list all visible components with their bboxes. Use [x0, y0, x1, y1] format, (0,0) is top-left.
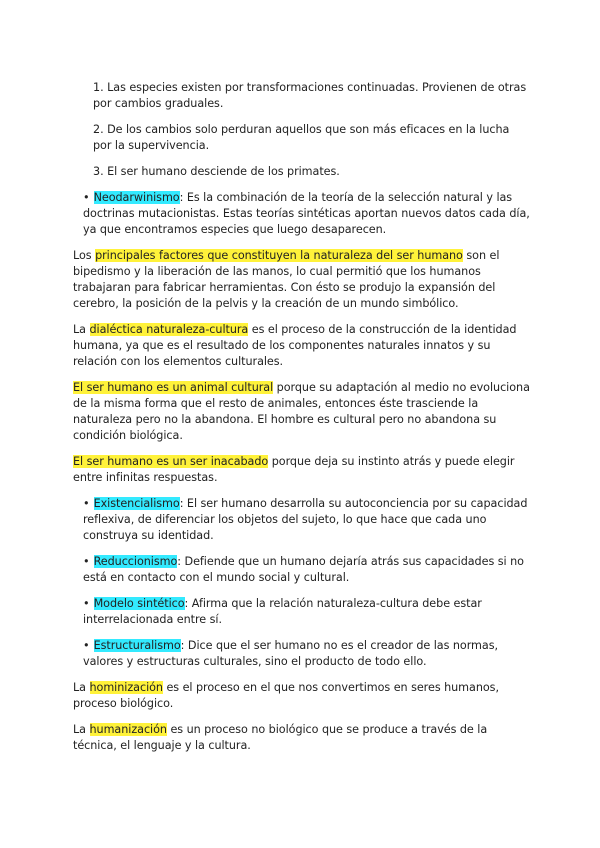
bullet-item-estructuralismo	[73, 638, 530, 670]
highlighted-term: Estructuralismo	[93, 639, 181, 652]
paragraph-text: : Afirma que la relación naturaleza-cultura debe estar interrelacionada entre sí.	[83, 597, 482, 626]
bullet-item-reduccionismo	[73, 554, 530, 586]
numbered-item-3	[73, 164, 530, 180]
paragraph-ser-inacabado	[73, 454, 530, 486]
paragraph-animal-cultural	[73, 380, 530, 444]
bullet-item-neodarwinismo	[73, 190, 530, 238]
paragraph-text: porque deja su instinto atrás y puede elegir entre infinitas respuestas.	[73, 455, 515, 484]
bullet-marker: •	[83, 597, 90, 610]
highlighted-term: dialéctica naturaleza-cultura	[89, 323, 249, 336]
paragraph-text: : El ser humano desarrolla su autoconciencia por su capacidad reflexiva, de diferenciar los objetos del sujeto, lo que hace que cada uno construya su identidad.	[83, 497, 528, 542]
bullet-item-modelo-sintetico	[73, 596, 530, 628]
bullet-marker: •	[83, 191, 90, 204]
paragraph-text: es un proceso no biológico que se produce a través de la técnica, el lenguaje y la cultura.	[73, 723, 488, 752]
numbered-item-1	[73, 80, 530, 112]
highlighted-term: principales factores que constituyen la naturaleza del ser humano	[95, 249, 463, 262]
numbered-item-2	[73, 122, 530, 154]
paragraph-text: 1. Las especies existen por transformaciones continuadas. Provienen de otras por cambios graduales.	[93, 81, 527, 110]
bullet-marker: •	[83, 555, 90, 568]
paragraph-text: : Defiende que un humano dejaría atrás sus capacidades si no está en contacto con el mundo social y cultural.	[83, 555, 524, 584]
highlighted-term: El ser humano es un animal cultural	[73, 381, 274, 394]
paragraph-humanizacion	[73, 722, 530, 754]
highlighted-term: hominización	[89, 681, 163, 694]
paragraph-text: porque su adaptación al medio no evoluciona de la misma forma que el resto de animales, entonces éste trasciende la naturaleza pero no la abandona. El hombre es cultural pero no abandona su condición biológica.	[73, 381, 530, 442]
paragraph-principales-factores	[73, 248, 530, 312]
bullet-marker: •	[83, 497, 90, 510]
paragraph-text: La	[73, 681, 90, 694]
paragraph-text: La	[73, 323, 90, 336]
bullet-item-existencialismo	[73, 496, 530, 544]
paragraph-text: 3. El ser humano desciende de los primates.	[93, 165, 340, 178]
bullet-marker: •	[83, 639, 90, 652]
paragraph-text: : Es la combinación de la teoría de la selección natural y las doctrinas mutacionistas. Estas teorías sintéticas aportan nuevos datos cada día, ya que encontramos especies que luego desaparecen.	[83, 191, 530, 236]
paragraph-text: es el proceso en el que nos convertimos en seres humanos, proceso biológico.	[73, 681, 499, 710]
paragraph-text: : Dice que el ser humano no es el creador de las normas, valores y estructuras culturales, sino el producto de todo ello.	[83, 639, 498, 668]
paragraph-text: 2. De los cambios solo perduran aquellos que son más eficaces en la lucha por la supervivencia.	[93, 123, 510, 152]
paragraph-dialectica	[73, 322, 530, 370]
highlighted-term: humanización	[89, 723, 167, 736]
paragraph-text: La	[73, 723, 90, 736]
paragraph-text: es el proceso de la construcción de la identidad humana, ya que es el resultado de los componentes naturales innatos y su relación con los elementos culturales.	[73, 323, 517, 368]
highlighted-term: Existencialismo	[93, 497, 180, 510]
highlighted-term: Neodarwinismo	[93, 191, 180, 204]
highlighted-term: Modelo sintético	[93, 597, 185, 610]
paragraph-text: Los	[73, 249, 96, 262]
paragraph-text: son el bipedismo y la liberación de las manos, lo cual permitió que los humanos trabajaran para fabricar herramientas. Con ésto se produjo la expansión del cerebro, la posición de la pelvis y la creación de un mundo simbólico.	[73, 249, 500, 310]
paragraph-hominizacion	[73, 680, 530, 712]
highlighted-term: Reduccionismo	[93, 555, 178, 568]
highlighted-term: El ser humano es un ser inacabado	[73, 455, 269, 468]
